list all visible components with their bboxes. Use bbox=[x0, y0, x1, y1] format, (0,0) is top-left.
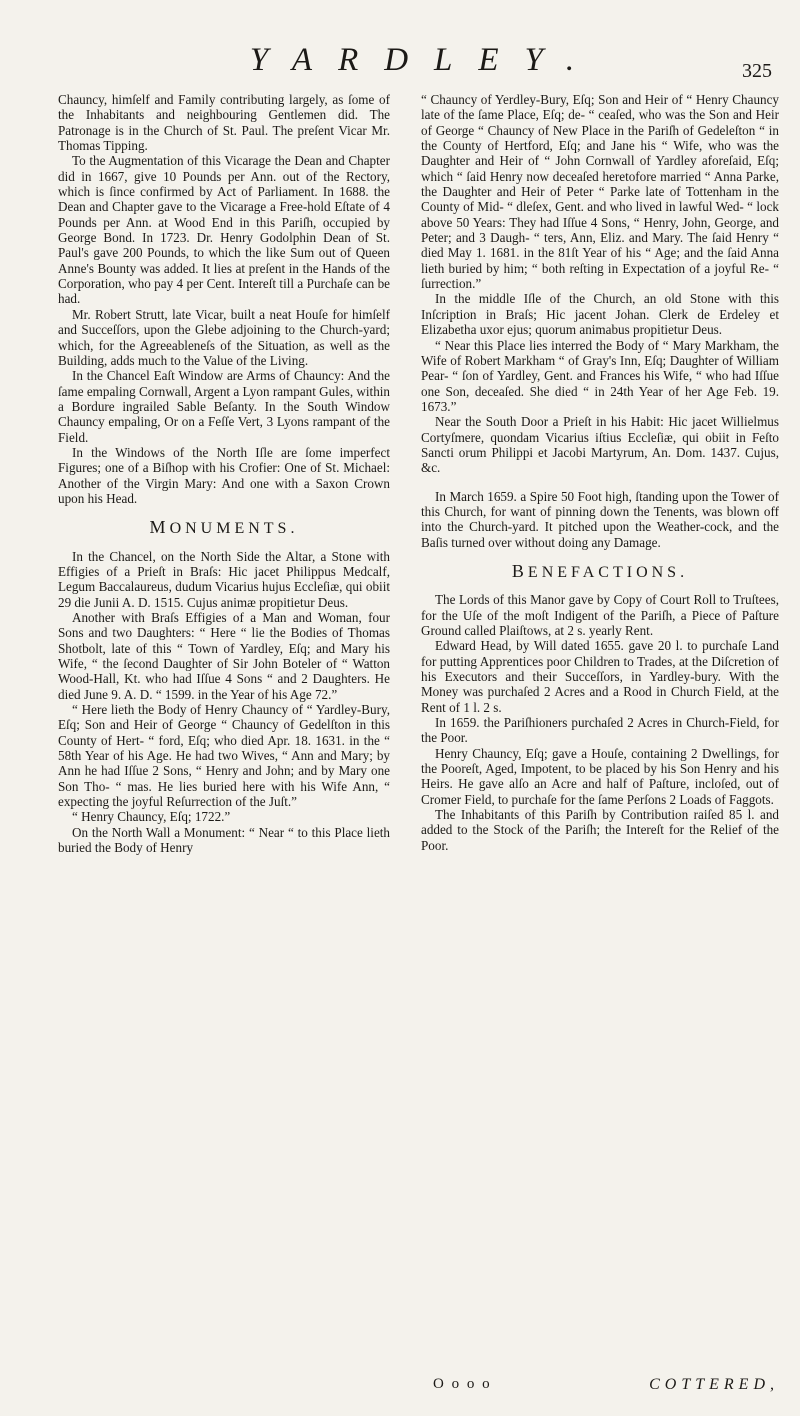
page-number: 325 bbox=[742, 60, 772, 82]
paragraph: The Inhabitants of this Pariſh by Contribution raiſed 85 l. and added to the Stock of the Pariſh; the Intereſt for the Relief of the Poor. bbox=[421, 807, 779, 853]
section-heading-monuments: MONUMENTS. bbox=[149, 517, 299, 538]
paragraph: In 1659. the Pariſhioners purchaſed 2 Acres in Church-Field, for the Poor. bbox=[421, 715, 779, 746]
paragraph: The Lords of this Manor gave by Copy of Court Roll to Truſtees, for the Uſe of the moſt Indigent of the Pariſh, a Piece of Paſture Ground called Plaiſtows, at 2 s. yearly Rent. bbox=[421, 592, 779, 638]
paragraph: Chauncy, himſelf and Family contributing largely, as ſome of the Inhabitants and neighbouring Gentlemen did. The Patronage is in the Church of St. Paul. The preſent Vicar Mr. Thomas Tipping. bbox=[58, 92, 390, 154]
paragraph: “ Here lieth the Body of Henry Chauncy of “ Yardley-Bury, Eſq; Son and Heir of George “ Chauncy of Gedelſton in this County of Hert- “ ford, Eſq; who died Apr. 18. 1631. in the “ 58th Year of his Age. He had two Wives, “ Ann and Mary; by Ann he had Iſſue 2 Sons, “ Henry and John; and by Mary one Son Tho- “ mas. He lies buried here with his Wife Ann, “ expecting the joyful Reſurrection of the Juſt.” bbox=[58, 702, 390, 810]
paragraph: In the Chancel, on the North Side the Altar, a Stone with Effigies of a Prieſt in Braſs: Hic jacet Philippus Medcalf, Legum Baccalaureus, dudum Vicarius hujus Eccleſiæ, qui obiit 29 die Junii A. D. 1515. Cujus animæ propitietur Deus. bbox=[58, 548, 390, 610]
section-heading-benefactions: BENEFACTIONS. bbox=[511, 560, 689, 581]
paragraph: Near the South Door a Prieſt in his Habit: Hic jacet Willielmus Cortyſmere, quondam Vicarius iſtius Eccleſiæ, qui obiit in Feſto Sancti orum Philippi et Jacobi Martyrum, An. Dom. 1437. Cujus, &c. bbox=[421, 414, 779, 476]
paragraph: In the Chancel Eaſt Window are Arms of Chauncy: And the ſame empaling Cornwall, Argent a Lyon rampant Gules, within a Bordure ingrailed Sable Beſanty. In the South Window Chauncy empaling, Or on a Feſſe Vert, 3 Lyons rampant of the Field. bbox=[58, 368, 390, 445]
paragraph: In the middle Iſle of the Church, an old Stone with this Inſcription in Braſs; Hic jacent Johan. Clerk de Erdeley et Elizabetha uxor ejus; quorum animabus propitietur Deus. bbox=[421, 291, 779, 338]
running-head: YARDLEY. bbox=[249, 42, 601, 78]
left-column bbox=[58, 92, 390, 856]
paragraph: Edward Head, by Will dated 1655. gave 20 l. to purchaſe Land for putting Apprentices poor Children to Trades, at the Diſcretion of his Executors and their Succeſſors, in Yardley-bury. With the Money was purchaſed 2 Acres and a Rood in Church Field, at the Rent of 1 l. 2 s. bbox=[421, 638, 779, 715]
paragraph: “ Near this Place lies interred the Body of “ Mary Markham, the Wife of Robert Markham “ of Gray's Inn, Eſq; Daughter of William Pear- “ ſon of Yardley, Gent. and Frances his Wife, “ who had Iſſue one Son, deceaſed. She died “ in 24th Year of her Age Feb. 19. 1673.” bbox=[421, 337, 779, 414]
paragraph: On the North Wall a Monument: “ Near “ to this Place lieth buried the Body of Henry bbox=[58, 824, 390, 856]
page-header bbox=[55, 42, 780, 92]
page-footer bbox=[421, 1376, 779, 1400]
catchword: COTTERED, bbox=[649, 1376, 779, 1393]
paragraph: Another with Braſs Effigies of a Man and Woman, four Sons and two Daughters: “ Here “ lie the Bodies of Thomas Shotbolt, late of this “ Town of Yardley, Eſq; and Mary his Wife, “ the ſecond Daughter of Sir John Boteler of “ Watton Wood-Hall, Kt. who had Iſſue 4 Sons “ and 2 Daughters. He died June 9. A. D. “ 1599. in the Year of his Age 72.” bbox=[58, 610, 390, 702]
signature-mark: O o o o bbox=[433, 1376, 492, 1392]
paragraph: Mr. Robert Strutt, late Vicar, built a neat Houſe for himſelf and Succeſſors, upon the Glebe adjoining to the Church-yard; which, for the Agreeableneſs of the Situation, as well as the Building, adds much to the Value of the Living. bbox=[58, 306, 390, 368]
paragraph: “ Henry Chauncy, Eſq; 1722.” bbox=[72, 809, 231, 825]
paragraph: “ Chauncy of Yerdley-Bury, Eſq; Son and Heir of “ Henry Chauncy late of the ſame Place, Eſq; de- “ ceaſed, who was the Son and Heir of George “ Chauncy of New Place in the Pariſh of Gedeleſton “ in the County of Hertford, Eſq; and Jane his “ Wife, who was the Daughter and Heir of “ John Cornwall of Yardley aforeſaid, Eſq; which “ ſaid Henry now deceaſed heretofore married “ Anna Parke, the Daughter and Heir of Peter “ Parke late of Tottenham in the County of Mid- “ dleſex, Gent. and who lived in lawful Wed- “ lock above 50 Years: They had Iſſue 4 Sons, “ Henry, John, George, and Peter; and 3 Daugh- “ ters, Ann, Eliz. and Mary. The ſaid Henry “ died May 1. 1681. in the 81ſt Year of his “ Age; and the ſaid Anna lieth buried by him; “ both reſting in Expectation of a joyful Re- “ ſurrection.” bbox=[421, 92, 779, 292]
paragraph: In March 1659. a Spire 50 Foot high, ſtanding upon the Tower of this Church, for want of pinning down the Tenents, was blown off into the Church-yard. It pitched upon the Weather-cock, and the Baſis turned over without doing any Damage. bbox=[421, 488, 779, 550]
paragraph: To the Augmentation of this Vicarage the Dean and Chapter did in 1667, give 10 Pounds per Ann. out of the Rectory, which is ſince confirmed by Act of Parliament. In 1688. the Dean and Chapter gave to the Vicarage a Free-hold Eſtate of 4 Pounds per Ann. at Wood End in this Pariſh, occupied by George Bond. In 1723. Dr. Henry Godolphin Dean of St. Paul's gave 200 Pounds, to which the like Sum out of Queen Anne's Bounty was added. It lies at preſent in the Hands of the Corporation, who pay 4 per Cent. Intereſt till a Purchaſe can be had. bbox=[58, 153, 390, 307]
right-column bbox=[421, 92, 779, 853]
paragraph: Henry Chauncy, Eſq; gave a Houſe, containing 2 Dwellings, for the Pooreſt, Aged, Impotent, to be placed by his Son Henry and his Heirs. He gave alſo an Acre and half of Paſture, incloſed, out of Cromer Field, to purchaſe for the ſame Perſons 2 Loads of Faggots. bbox=[421, 745, 779, 807]
paragraph: In the Windows of the North Iſle are ſome imperfect Figures; one of a Biſhop with his Crofier: One of St. Michael: Another of the Virgin Mary: And one with a Saxon Crown upon his Head. bbox=[58, 444, 390, 506]
